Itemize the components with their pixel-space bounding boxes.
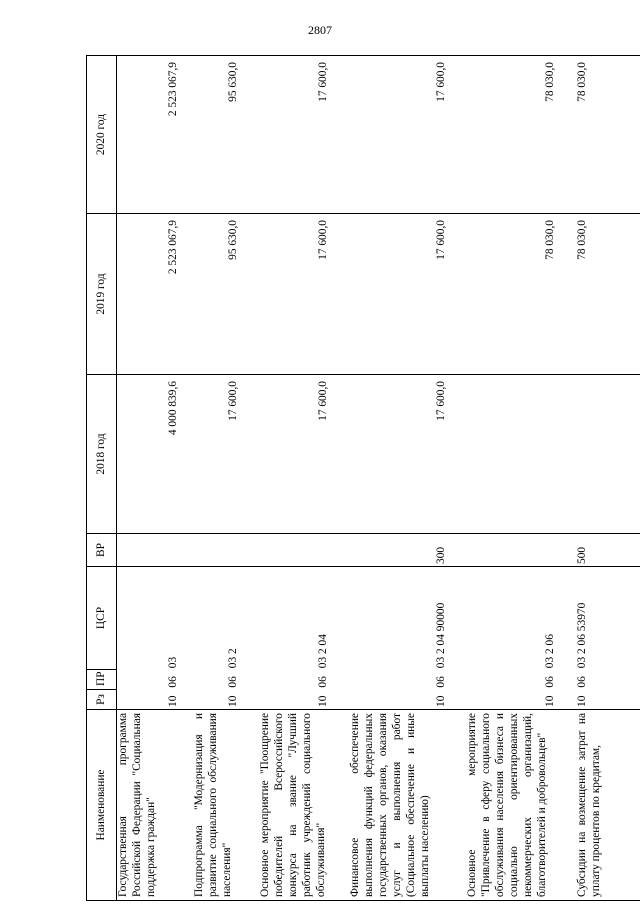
row-rz: 10 <box>227 695 240 707</box>
row-2018 <box>466 375 576 534</box>
row-rz: 10 <box>167 695 180 707</box>
row-codes <box>349 567 466 710</box>
row-2018: 17 600,0 <box>259 375 349 534</box>
row-name: Основное мероприятие "Привлечение в сферу социального обслуживания населения бизнеса и социально ориентированных некоммерческих организаций, благотворителей и добровольцев" <box>466 710 576 901</box>
row-csr: 03 2 04 <box>317 634 330 669</box>
col-header-pr: ПР <box>87 670 117 690</box>
table-row <box>349 56 466 901</box>
row-pr: 06 <box>227 676 240 688</box>
row-2018: 4 000 839,6 <box>117 375 194 534</box>
row-2020: 2 523 067,9 <box>117 56 194 214</box>
row-vr <box>117 534 194 567</box>
row-2020: 78 030,0 <box>576 56 640 214</box>
table-row <box>259 56 349 901</box>
table-row <box>576 56 640 901</box>
table-header-row <box>87 56 117 901</box>
table-row <box>193 56 259 901</box>
row-csr: 03 2 06 <box>544 634 557 669</box>
row-rz: 10 <box>435 695 448 707</box>
row-2019: 17 600,0 <box>259 214 349 375</box>
budget-table-rotated <box>86 56 602 901</box>
row-2019: 95 630,0 <box>193 214 259 375</box>
row-codes <box>576 567 640 710</box>
row-codes <box>259 567 349 710</box>
row-pr: 06 <box>544 676 557 688</box>
row-name: Основное мероприятие "Поощрение победителей Всероссийского конкурса на звание "Лучший работник учреждений социального обслуживания" <box>259 710 349 901</box>
col-header-rz: Рз <box>87 690 117 710</box>
row-rz: 10 <box>576 695 588 707</box>
row-name: Финансовое обеспечение выполнения функций федеральных государственных органов, оказания услуг и выполнения работ (Социальное обеспечение и иные выплаты населению) <box>349 710 466 901</box>
row-rz: 10 <box>317 695 330 707</box>
table-row <box>466 56 576 901</box>
row-2018: 17 600,0 <box>193 375 259 534</box>
row-2018: 17 600,0 <box>349 375 466 534</box>
row-codes <box>117 567 194 710</box>
row-pr: 06 <box>576 676 588 688</box>
row-2020: 78 030,0 <box>466 56 576 214</box>
row-2020: 17 600,0 <box>349 56 466 214</box>
row-2020: 17 600,0 <box>259 56 349 214</box>
row-name: Подпрограмма "Модернизация и развитие социального обслуживания населения" <box>193 710 259 901</box>
row-pr: 06 <box>167 676 180 688</box>
row-codes <box>193 567 259 710</box>
row-codes <box>466 567 576 710</box>
row-name: Субсидии на возмещение затрат на уплату процентов по кредитам, <box>576 710 640 901</box>
row-pr: 06 <box>435 676 448 688</box>
col-header-2019: 2019 год <box>87 214 117 375</box>
row-vr <box>466 534 576 567</box>
row-csr: 03 2 04 90000 <box>435 602 448 669</box>
row-2019: 2 523 067,9 <box>117 214 194 375</box>
row-csr: 03 2 <box>227 648 240 669</box>
row-2019: 78 030,0 <box>466 214 576 375</box>
row-2018 <box>576 375 640 534</box>
row-vr: 300 <box>349 534 466 567</box>
row-rz: 10 <box>544 695 557 707</box>
col-header-2020: 2020 год <box>87 56 117 214</box>
col-header-csr: ЦСР <box>87 567 117 670</box>
row-vr: 500 <box>576 534 640 567</box>
page-number: 2807 <box>308 23 332 37</box>
row-vr <box>193 534 259 567</box>
row-vr <box>259 534 349 567</box>
row-2020: 95 630,0 <box>193 56 259 214</box>
row-2019: 78 030,0 <box>576 214 640 375</box>
col-header-name: Наименование <box>87 710 117 901</box>
table-row <box>117 56 194 901</box>
row-csr: 03 <box>167 656 180 669</box>
col-header-2018: 2018 год <box>87 375 117 534</box>
col-header-vr: ВР <box>87 534 117 567</box>
row-csr: 03 2 06 53970 <box>576 602 588 669</box>
row-2019: 17 600,0 <box>349 214 466 375</box>
row-name: Государственная программа Российской Федерации "Социальная поддержка граждан" <box>117 710 194 901</box>
row-pr: 06 <box>317 676 330 688</box>
budget-table <box>86 55 640 901</box>
